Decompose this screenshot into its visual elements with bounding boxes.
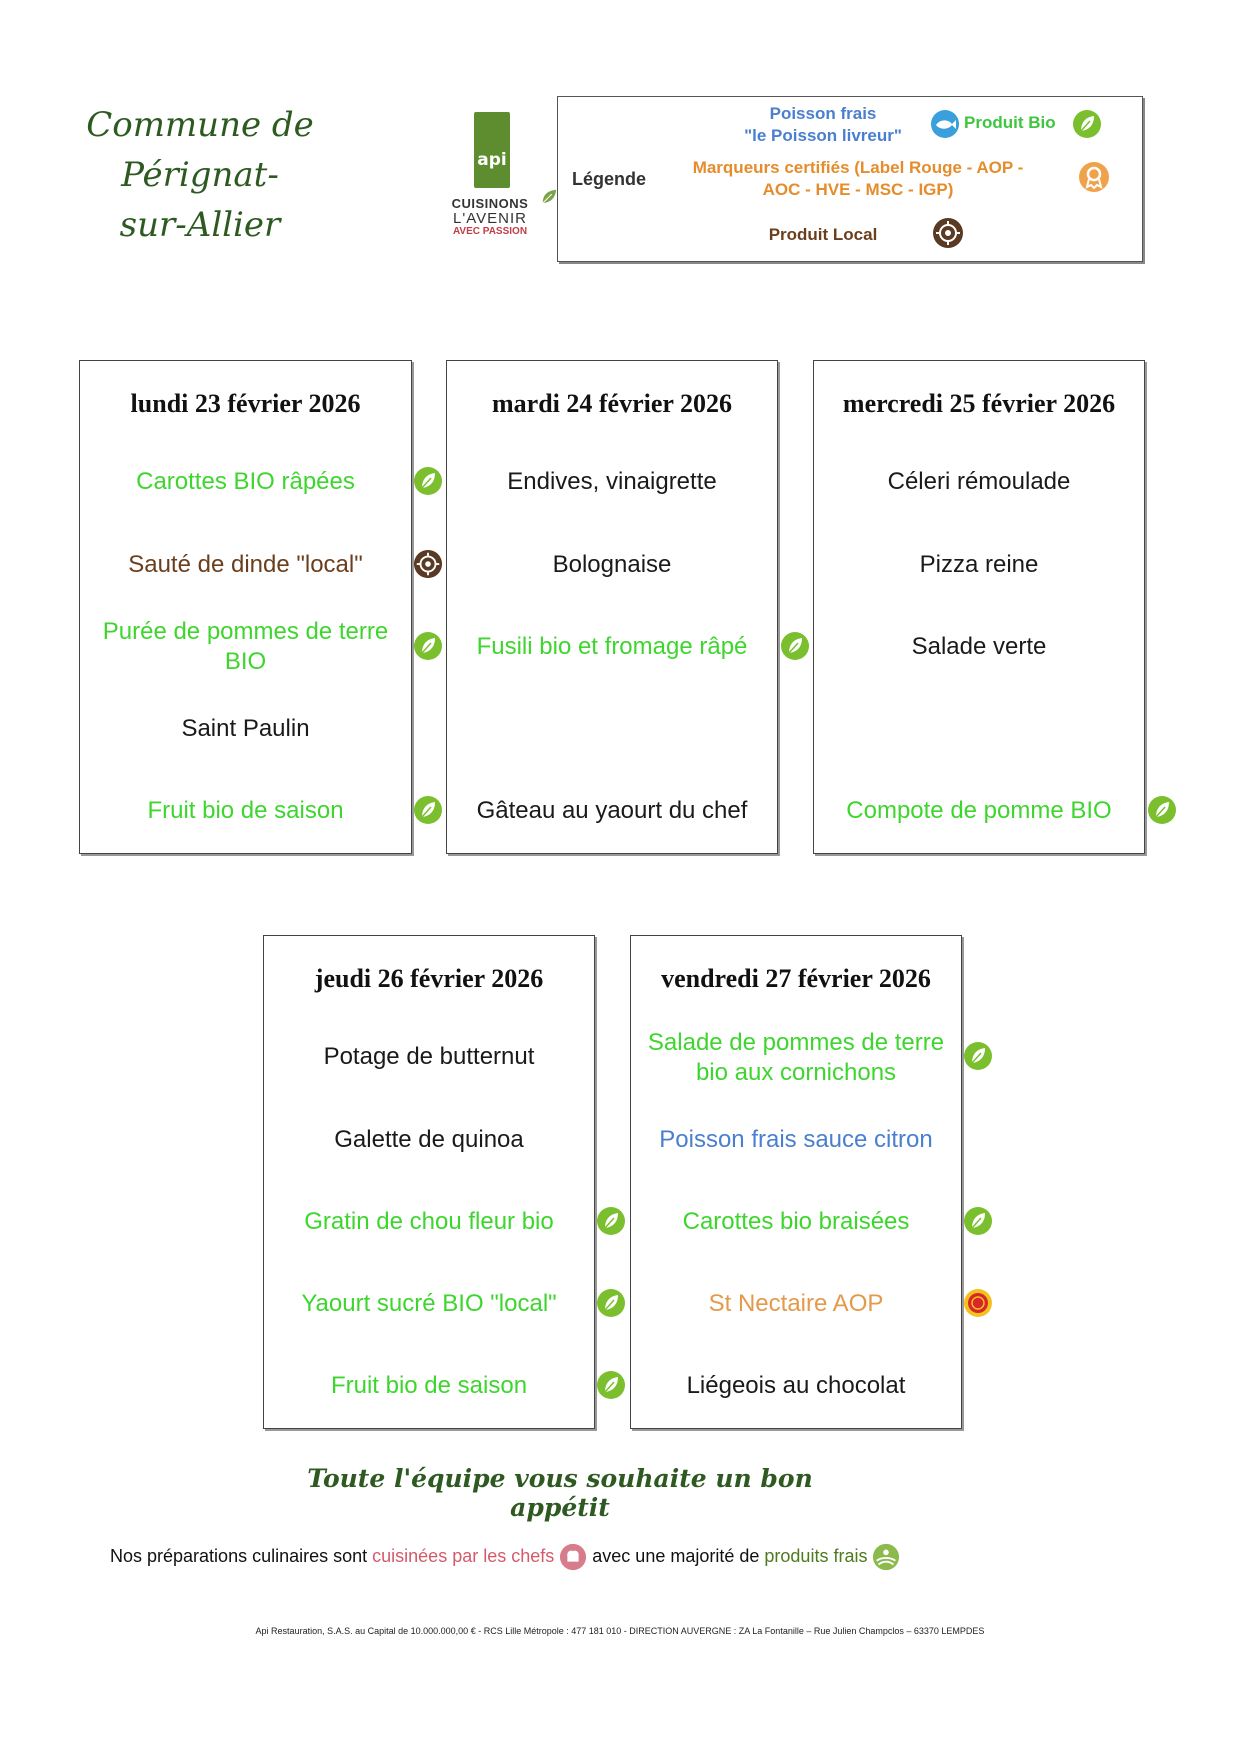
commune-title: [40, 100, 360, 250]
local-product-icon: [413, 549, 443, 579]
logo-mark-text: api: [477, 150, 507, 170]
bio-leaf-icon: [963, 1041, 993, 1071]
legend-fish-line-1: Poisson frais: [769, 104, 877, 123]
menu-item: Sauté de dinde "local": [128, 551, 363, 578]
bio-leaf-icon: [413, 795, 443, 825]
menu-item: Salade verte: [911, 633, 1047, 660]
logo-mark: [474, 112, 510, 188]
legend-title: Légende: [572, 169, 647, 189]
menu-item: Potage de butternut: [323, 1043, 535, 1070]
day-card-tuesday: [446, 360, 778, 854]
legend-bio: Produit Bio: [964, 113, 1056, 132]
legend-fish-line-2: "le Poisson livreur": [744, 126, 902, 145]
menu-item: Fusili bio et fromage râpé: [476, 633, 748, 660]
prep-text-2: avec une majorité de: [592, 1545, 760, 1566]
certified-label-icon: [1078, 161, 1110, 198]
menu-item: Carottes bio braisées: [682, 1208, 910, 1235]
menu-item: Carottes BIO râpées: [136, 468, 355, 495]
menu-item: Poisson frais sauce citron: [659, 1126, 933, 1153]
menu-item: Gratin de chou fleur bio: [304, 1208, 554, 1235]
menu-item: Endives, vinaigrette: [507, 468, 717, 495]
api-logo: [440, 110, 560, 240]
commune-line-2: sur-Allier: [119, 205, 281, 245]
bio-leaf-icon: [1147, 795, 1177, 825]
aop-seal-icon: [963, 1288, 993, 1318]
prep-chefs-text: cuisinées par les chefs: [372, 1545, 555, 1566]
day-card-friday: [630, 935, 962, 1429]
local-product-icon: [932, 217, 964, 254]
day-title: mardi 24 février 2026: [492, 389, 732, 418]
menu-item: Yaourt sucré BIO "local": [301, 1290, 557, 1317]
bio-leaf-icon: [413, 466, 443, 496]
logo-line-3: AVEC PASSION: [452, 226, 528, 237]
chef-hat-icon: [559, 1543, 587, 1571]
menu-item: Saint Paulin: [181, 715, 310, 742]
fresh-produce-icon: [872, 1543, 900, 1571]
preparation-note: [110, 1543, 1010, 1571]
menu-item: Liégeois au chocolat: [686, 1372, 906, 1399]
legend-local: Produit Local: [768, 225, 878, 244]
bio-leaf-icon: [413, 631, 443, 661]
commune-line-1: Commune de Pérignat-: [86, 105, 314, 195]
prep-text-1: Nos préparations culinaires sont: [110, 1545, 368, 1566]
fish-icon: [930, 109, 960, 144]
menu-item: Fruit bio de saison: [147, 797, 344, 824]
menu-item: Bolognaise: [552, 551, 672, 578]
legend-box: [557, 96, 1143, 262]
menu-item: St Nectaire AOP: [708, 1290, 884, 1317]
menu-item: Pizza reine: [919, 551, 1039, 578]
menu-item: Compote de pomme BIO: [846, 797, 1112, 824]
bio-leaf-icon: [780, 631, 810, 661]
day-title: vendredi 27 février 2026: [661, 964, 931, 993]
day-card-wednesday: [813, 360, 1145, 854]
bio-leaf-icon: [1072, 109, 1102, 144]
legend-label-line-2: AOC - HVE - MSC - IGP): [762, 180, 954, 199]
menu-item: Céleri rémoulade: [887, 468, 1071, 495]
menu-item: Salade de pommes de terre bio aux cornichons: [647, 1029, 945, 1086]
day-title: jeudi 26 février 2026: [314, 964, 544, 993]
menu-item: Purée de pommes de terre BIO: [102, 618, 389, 675]
legend-label-line-1: Marqueurs certifiés (Label Rouge - AOP -: [692, 158, 1024, 177]
day-title: mercredi 25 février 2026: [842, 389, 1116, 418]
day-card-monday: [79, 360, 412, 854]
bio-leaf-icon: [596, 1206, 626, 1236]
prep-frais-text: produits frais: [764, 1545, 868, 1566]
closing-wish: Toute l'équipe vous souhaite un bon appétit: [307, 1464, 813, 1522]
menu-item: Galette de quinoa: [334, 1126, 524, 1153]
legend-fish: [708, 103, 938, 147]
logo-leaf-icon: [540, 188, 558, 206]
bio-leaf-icon: [596, 1288, 626, 1318]
logo-line-1: CUISINONS: [451, 196, 529, 211]
logo-line-2: L'AVENIR: [453, 210, 527, 227]
day-title: lundi 23 février 2026: [130, 389, 361, 418]
bio-leaf-icon: [596, 1370, 626, 1400]
legal-footer: Api Restauration, S.A.S. au Capital de 10.000.000,00 € - RCS Lille Métropole : 477 181 010 - DIRECTION AUVERGNE : ZA La Fontanille – Rue Julien Champclos – 63370 LEMPDES: [255, 1626, 985, 1636]
bio-leaf-icon: [963, 1206, 993, 1236]
menu-item: Fruit bio de saison: [330, 1372, 528, 1399]
legend-label: [668, 157, 1048, 201]
menu-item: Gâteau au yaourt du chef: [476, 797, 748, 824]
day-card-thursday: [263, 935, 595, 1429]
